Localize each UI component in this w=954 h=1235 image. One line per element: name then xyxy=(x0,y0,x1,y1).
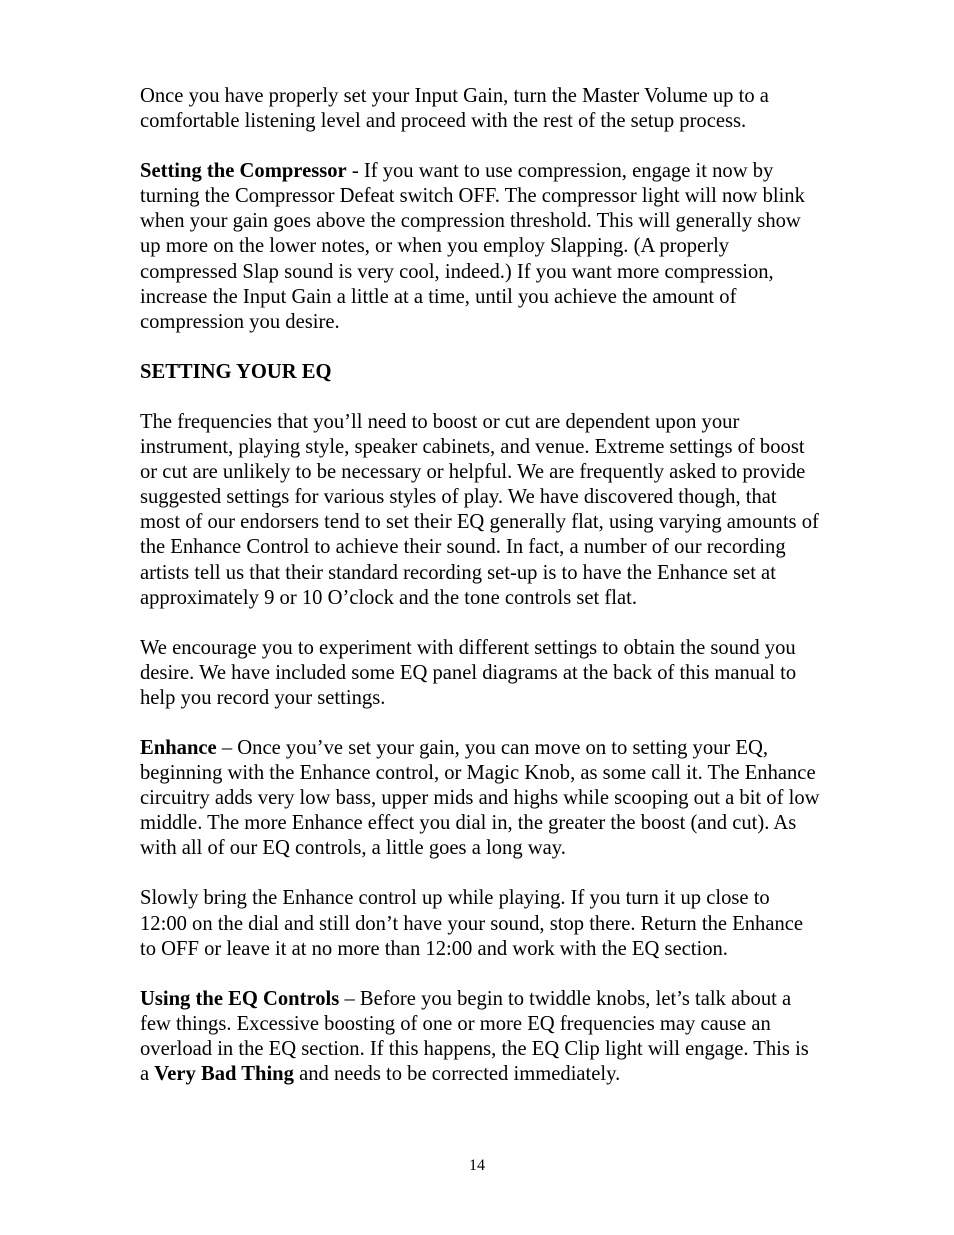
very-bad-thing: Very Bad Thing xyxy=(154,1063,294,1085)
paragraph-enhance xyxy=(140,736,820,861)
eq-controls-heading: Using the EQ Controls xyxy=(140,987,340,1010)
compressor-heading: Setting the Compressor xyxy=(140,160,347,183)
paragraph-eq-controls xyxy=(140,987,820,1087)
paragraph-experiment: We encourage you to experiment with different settings to obtain the sound you desire. We have included some EQ panel diagrams at the back of this manual to help you record your settings. xyxy=(140,636,797,709)
eq-controls-text-end: and needs to be corrected immediately. xyxy=(293,1063,621,1085)
paragraph-frequencies: The frequencies that you’ll need to boost or cut are dependent upon your instrument, playing style, speaker cabinets, and venue. Extreme settings of boost or cut are unlikely to be necessary or helpful. We are frequently asked to provide suggested settings for various styles of play. We have discovered though, that most of our endorsers tend to set their EQ generally flat, using varying amounts of the Enhance Control to achieve their sound. In fact, a number of our recording artists tell us that their standard recording set-up is to have the Enhance set at approximately 9 or 10 O’clock and the tone controls set flat. xyxy=(140,410,819,609)
enhance-text: – Once you’ve set your gain, you can move on to setting your EQ, beginning with the Enhance control, or Magic Knob, as some call it. The Enhance circuitry adds very low bass, upper mids and highs while scooping out a bit of low middle. The more Enhance effect you dial in, the greater the boost (and cut). As with all of our EQ controls, a little goes a long way. xyxy=(140,736,820,860)
paragraph-compressor xyxy=(140,159,820,335)
enhance-heading: Enhance xyxy=(140,736,217,759)
eq-controls-text: – Before you begin to twiddle knobs, let’s talk about a few things. Excessive boosting of one or more EQ frequencies may cause an overload in the EQ section. If this happens, the EQ Clip light will engage. This is a xyxy=(140,987,809,1085)
paragraph-enhance-slowly: Slowly bring the Enhance control up while playing. If you turn it up close to 12:00 on the dial and still don’t have your sound, stop there. Return the Enhance to OFF or leave it at no more than 12:00 and work with the EQ section. xyxy=(140,887,804,960)
compressor-text: - If you want to use compression, engage it now by turning the Compressor Defeat switch OFF. The compressor light will now blink when your gain goes above the compression threshold. This will generally show up more on the lower notes, or when you employ Slapping. (A properly compressed Slap sound is very cool, indeed.) If you want more compression, increase the Input Gain a little at a time, until you achieve the amount of compression you desire. xyxy=(140,160,805,333)
section-heading-eq: SETTING YOUR EQ xyxy=(140,360,332,383)
document-page xyxy=(140,84,820,1112)
paragraph-input-gain: Once you have properly set your Input Gain, turn the Master Volume up to a comfortable listening level and proceed with the rest of the setup process. xyxy=(140,85,769,133)
page-number: 14 xyxy=(469,1157,485,1174)
